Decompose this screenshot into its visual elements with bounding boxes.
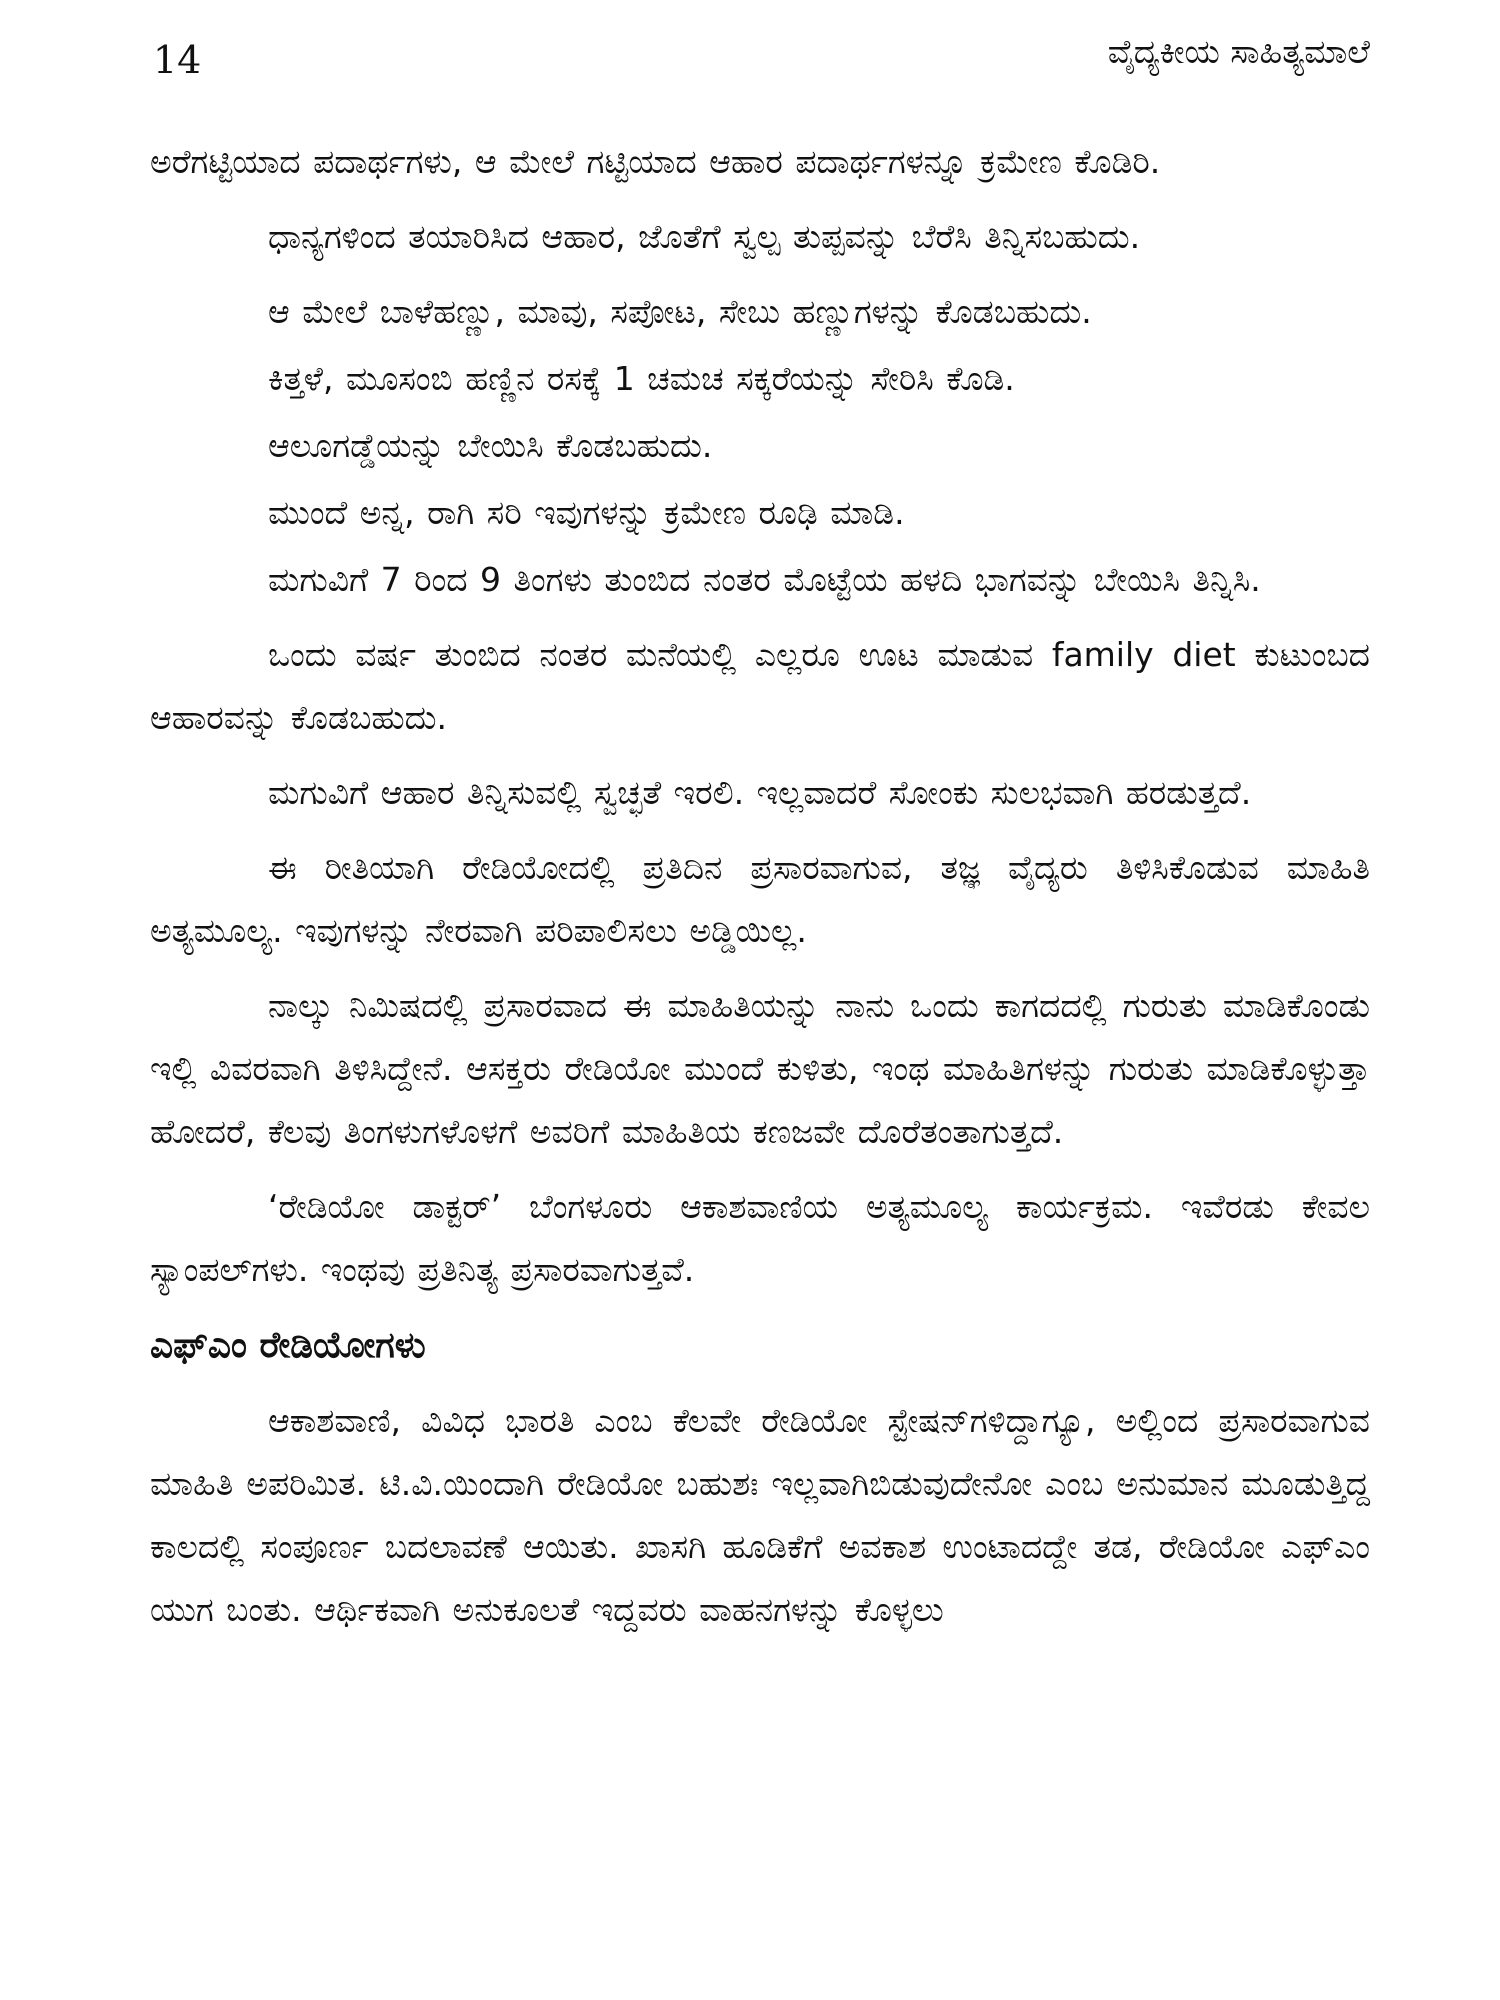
paragraph: ಒಂದು ವರ್ಷ ತುಂಬಿದ ನಂತರ ಮನೆಯಲ್ಲಿ ಎಲ್ಲರೂ ಊಟ ಮಾಡುವ family diet ಕುಟುಂಬದ ಆಹಾರವನ್ನು ಕೊಡಬಹುದು. (150, 635, 1370, 737)
paragraph: ‘ರೇಡಿಯೋ ಡಾಕ್ಟರ್’ ಬೆಂಗಳೂರು ಆಕಾಶವಾಣಿಯ ಅತ್ಯಮೂಲ್ಯ ಕಾರ್ಯಕ್ರಮ. ಇವೆರಡು ಕೇವಲ ಸ್ಯಾಂಪಲ್‌ಗಳು. ಇಂಥವು ಪ್ರತಿನಿತ್ಯ ಪ್ರಸಾರವಾಗುತ್ತವೆ. (150, 1187, 1370, 1289)
paragraph: ಅರೆಗಟ್ಟಿಯಾದ ಪದಾರ್ಥಗಳು, ಆ ಮೇಲೆ ಗಟ್ಟಿಯಾದ ಆಹಾರ ಪದಾರ್ಥಗಳನ್ನೂ ಕ್ರಮೇಣ ಕೊಡಿರಿ. (150, 142, 1161, 181)
running-title: ವೈದ್ಯಕೀಯ ಸಾಹಿತ್ಯಮಾಲೆ (1107, 32, 1370, 71)
paragraph: ಮುಂದೆ ಅನ್ನ, ರಾಗಿ ಸರಿ ಇವುಗಳನ್ನು ಕ್ರಮೇಣ ರೂಢಿ ಮಾಡಿ. (268, 493, 905, 532)
paragraph: ಕಿತ್ತಳೆ, ಮೂಸಂಬಿ ಹಣ್ಣಿನ ರಸಕ್ಕೆ 1 ಚಮಚ ಸಕ್ಕರೆಯನ್ನು ಸೇರಿಸಿ ಕೊಡಿ. (268, 359, 1015, 398)
page-header (145, 28, 1370, 88)
body-text (150, 130, 1370, 1653)
paragraph: ನಾಲ್ಕು ನಿಮಿಷದಲ್ಲಿ ಪ್ರಸಾರವಾದ ಈ ಮಾಹಿತಿಯನ್ನು ನಾನು ಒಂದು ಕಾಗದದಲ್ಲಿ ಗುರುತು ಮಾಡಿಕೊಂಡು ಇಲ್ಲಿ ವಿವರವಾಗಿ ತಿಳಿಸಿದ್ದೇನೆ. ಆಸಕ್ತರು ರೇಡಿಯೋ ಮುಂದೆ ಕುಳಿತು, ಇಂಥ ಮಾಹಿತಿಗಳನ್ನು ಗುರುತು ಮಾಡಿಕೊಳ್ಳುತ್ತಾ ಹೋದರೆ, ಕೆಲವು ತಿಂಗಳುಗಳೊಳಗೆ ಅವರಿಗೆ ಮಾಹಿತಿಯ ಕಣಜವೇ ದೊರೆತಂತಾಗುತ್ತದೆ. (150, 986, 1370, 1151)
paragraph: ಆ ಮೇಲೆ ಬಾಳೆಹಣ್ಣು, ಮಾವು, ಸಪೋಟ, ಸೇಬು ಹಣ್ಣುಗಳನ್ನು ಕೊಡಬಹುದು. (268, 292, 1092, 331)
paragraph: ಆಲೂಗಡ್ಡೆಯನ್ನು ಬೇಯಿಸಿ ಕೊಡಬಹುದು. (268, 426, 713, 465)
paragraph: ಈ ರೀತಿಯಾಗಿ ರೇಡಿಯೋದಲ್ಲಿ ಪ್ರತಿದಿನ ಪ್ರಸಾರವಾಗುವ, ತಜ್ಞ ವೈದ್ಯರು ತಿಳಿಸಿಕೊಡುವ ಮಾಹಿತಿ ಅತ್ಯಮೂಲ್ಯ. ಇವುಗಳನ್ನು ನೇರವಾಗಿ ಪರಿಪಾಲಿಸಲು ಅಡ್ಡಿಯಿಲ್ಲ. (150, 848, 1370, 950)
section-heading: ಎಫ್‌ಎಂ ರೇಡಿಯೋಗಳು (150, 1325, 426, 1366)
paragraph: ಧಾನ್ಯಗಳಿಂದ ತಯಾರಿಸಿದ ಆಹಾರ, ಜೊತೆಗೆ ಸ್ವಲ್ಪ ತುಪ್ಪವನ್ನು ಬೆರೆಸಿ ತಿನ್ನಿಸಬಹುದು. (268, 217, 1141, 256)
paragraph: ಮಗುವಿಗೆ ಆಹಾರ ತಿನ್ನಿಸುವಲ್ಲಿ ಸ್ವಚ್ಛತೆ ಇರಲಿ. ಇಲ್ಲವಾದರೆ ಸೋಂಕು ಸುಲಭವಾಗಿ ಹರಡುತ್ತದೆ. (268, 773, 1252, 812)
paragraph: ಮಗುವಿಗೆ 7 ರಿಂದ 9 ತಿಂಗಳು ತುಂಬಿದ ನಂತರ ಮೊಟ್ಟೆಯ ಹಳದಿ ಭಾಗವನ್ನು ಬೇಯಿಸಿ ತಿನ್ನಿಸಿ. (268, 560, 1261, 599)
page-number: 14 (153, 38, 202, 82)
section-paragraph: ಆಕಾಶವಾಣಿ, ವಿವಿಧ ಭಾರತಿ ಎಂಬ ಕೆಲವೇ ರೇಡಿಯೋ ಸ್ಟೇಷನ್‌ಗಳಿದ್ದಾಗ್ಯೂ, ಅಲ್ಲಿಂದ ಪ್ರಸಾರವಾಗುವ ಮಾಹಿತಿ ಅಪರಿಮಿತ. ಟಿ.ವಿ.ಯಿಂದಾಗಿ ರೇಡಿಯೋ ಬಹುಶಃ ಇಲ್ಲವಾಗಿಬಿಡುವುದೇನೋ ಎಂಬ ಅನುಮಾನ ಮೂಡುತ್ತಿದ್ದ ಕಾಲದಲ್ಲಿ ಸಂಪೂರ್ಣ ಬದಲಾವಣೆ ಆಯಿತು. ಖಾಸಗಿ ಹೂಡಿಕೆಗೆ ಅವಕಾಶ ಉಂಟಾದದ್ದೇ ತಡ, ರೇಡಿಯೋ ಎಫ್‌ಎಂ ಯುಗ ಬಂತು. ಆರ್ಥಿಕವಾಗಿ ಅನುಕೂಲತೆ ಇದ್ದವರು ವಾಹನಗಳನ್ನು ಕೊಳ್ಳಲು (150, 1401, 1370, 1629)
